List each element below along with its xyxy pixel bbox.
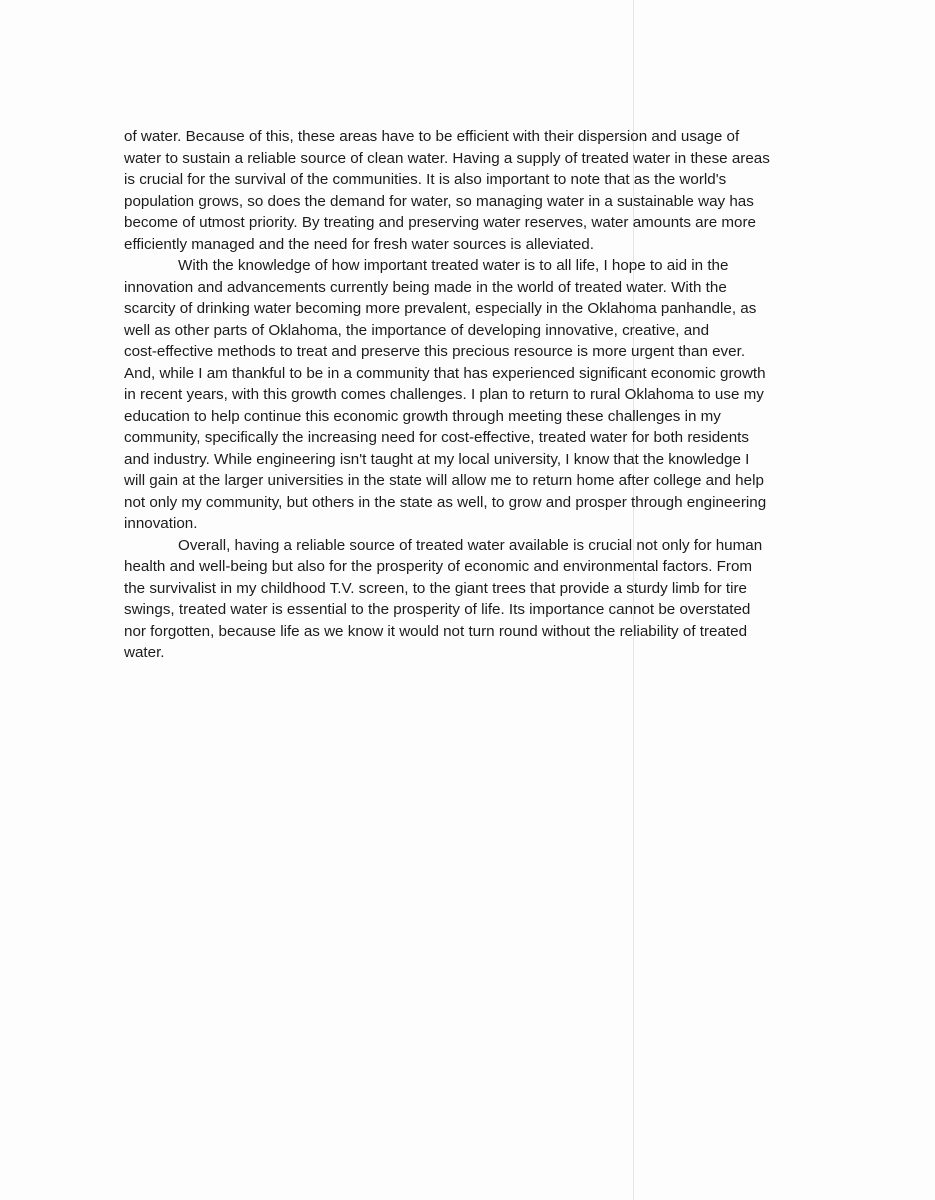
- text-line: With the knowledge of how important treated water is to all life, I hope to aid in the: [178, 257, 729, 274]
- text-line: water.: [124, 644, 165, 661]
- text-line: in recent years, with this growth comes challenges. I plan to return to rural Oklahoma to use my: [124, 386, 764, 403]
- text-line: is crucial for the survival of the communities. It is also important to note that as the world's: [124, 171, 727, 188]
- text-line: And, while I am thankful to be in a community that has experienced significant economic growth: [124, 364, 766, 382]
- text-line: community, specifically the increasing need for cost-effective, treated water for both residents: [124, 429, 749, 446]
- text-line: the survivalist in my childhood T.V. screen, to the giant trees that provide a sturdy limb for tire: [124, 579, 747, 597]
- text-line: cost-effective methods to treat and preserve this precious resource is more urgent than ever.: [124, 343, 746, 360]
- text-line: and industry. While engineering isn't taught at my local university, I know that the knowledge I: [124, 450, 750, 468]
- text-line: of water. Because of this, these areas have to be efficient with their dispersion and usage of: [124, 128, 740, 145]
- text-line: Overall, having a reliable source of treated water available is crucial not only for human: [178, 536, 763, 554]
- text-line: not only my community, but others in the state as well, to grow and prosper through engineering: [124, 493, 767, 511]
- text-line: health and well-being but also for the prosperity of economic and environmental factors. From: [124, 558, 753, 575]
- essay-body: [124, 126, 824, 664]
- text-line: swings, treated water is essential to the prosperity of life. Its importance cannot be overstated: [124, 601, 751, 618]
- text-line: innovation.: [124, 515, 198, 532]
- text-line: water to sustain a reliable source of clean water. Having a supply of treated water in these areas: [124, 149, 770, 167]
- text-line: innovation and advancements currently being made in the world of treated water. With the: [124, 278, 727, 296]
- text-line: nor forgotten, because life as we know it would not turn round without the reliability of treated: [124, 622, 748, 640]
- text-line: become of utmost priority. By treating and preserving water reserves, water amounts are more: [124, 214, 756, 231]
- paragraph-2: [124, 255, 824, 535]
- text-line: population grows, so does the demand for water, so managing water in a sustainable way has: [124, 192, 754, 210]
- text-line: scarcity of drinking water becoming more prevalent, especially in the Oklahoma panhandle, as: [124, 300, 757, 317]
- text-line: education to help continue this economic growth through meeting these challenges in my: [124, 407, 721, 425]
- text-line: well as other parts of Oklahoma, the importance of developing innovative, creative, and: [124, 321, 710, 339]
- text-line: efficiently managed and the need for fresh water sources is alleviated.: [124, 235, 594, 253]
- paragraph-3: [124, 535, 824, 664]
- text-line: will gain at the larger universities in the state will allow me to return home after college and help: [124, 472, 764, 489]
- paragraph-1: [124, 126, 824, 255]
